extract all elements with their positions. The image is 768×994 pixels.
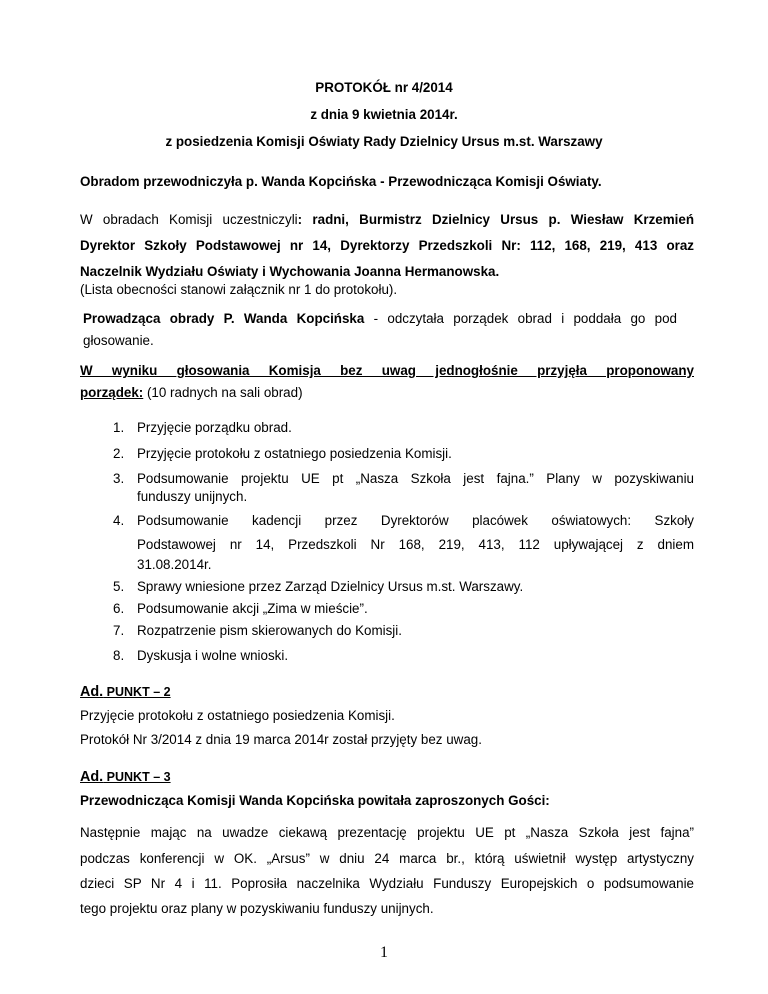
punkt-2-heading [80, 684, 171, 700]
punkt-3-ad: Ad. [80, 769, 104, 785]
attendance-note: (Lista obecności stanowi załącznik nr 1 do protokołu). [80, 282, 398, 297]
page-number: 1 [380, 944, 388, 961]
punkt-3-greeting: Przewodnicząca Komisji Wanda Kopcińska powitała zaproszonych Gości: [80, 793, 550, 808]
agenda-item-text: Podsumowanie akcji „Zima w mieście”. [137, 601, 368, 616]
participants-prefix: W obradach Komisji uczestniczyli [80, 212, 298, 227]
vote-rest: (10 radnych na sali obrad) [143, 385, 303, 400]
agenda-item-number: 2. [113, 446, 125, 461]
punkt-3-label: PUNKT – 3 [103, 770, 171, 784]
punkt-2-line-2: Protokół Nr 3/2014 z dnia 19 marca 2014r został przyjęty bez uwag. [80, 732, 482, 747]
document-date: z dnia 9 kwietnia 2014r. [310, 107, 458, 122]
participants-bold: radni, Burmistrz Dzielnicy Ursus p. Wiesław Krzemień [302, 212, 694, 227]
punkt-3-heading [80, 769, 171, 785]
vote-porzadek: porządek: [80, 385, 144, 400]
agenda-item-text: Podstawowej nr 14, Przedszkoli Nr 168, 219, 413, 112 upływającej z dniem [137, 537, 694, 552]
agenda-item-number: 5. [113, 579, 125, 594]
agenda-item-number: 6. [113, 601, 125, 616]
agenda-item-text: Rozpatrzenie pism skierowanych do Komisji. [137, 623, 402, 638]
agenda-item-text: Dyskusja i wolne wnioski. [137, 648, 289, 663]
agenda-item-text: Podsumowanie projektu UE pt „Nasza Szkoła jest fajna.” Plany w pozyskiwaniu [137, 471, 694, 486]
participants-colon: : [297, 212, 303, 227]
agenda-intro-rest: - odczytała porządek obrad i poddała go pod [364, 311, 677, 326]
document-subtitle: z posiedzenia Komisji Oświaty Rady Dzielnicy Ursus m.st. Warszawy [165, 134, 603, 149]
participants-line-1 [80, 212, 694, 228]
agenda-intro-line-2: głosowanie. [83, 333, 154, 348]
punkt-3-para-line-4: tego projektu oraz plany w pozyskiwaniu funduszy unijnych. [80, 901, 434, 916]
agenda-item-number: 8. [113, 648, 125, 663]
chair-line: Obradom przewodniczyła p. Wanda Kopcińska - Przewodnicząca Komisji Oświaty. [80, 174, 602, 189]
punkt-3-para-line-2: podczas konferencji w OK. „Arsus” w dniu 24 marca br., którą uświetnił występ artystyczny [80, 851, 694, 866]
punkt-2-ad: Ad. [80, 684, 104, 700]
punkt-3-para-line-3: dzieci SP Nr 4 i 11. Poprosiła naczelnika Wydziału Funduszy Europejskich o podsumowanie [80, 876, 694, 891]
participants-line-3: Naczelnik Wydziału Oświaty i Wychowania Joanna Hermanowska. [80, 264, 500, 279]
vote-line-2 [80, 385, 303, 401]
participants-line-2: Dyrektor Szkoły Podstawowej nr 14, Dyrektorzy Przedszkoli Nr: 112, 168, 219, 413 oraz [80, 238, 694, 253]
agenda-item-text: Przyjęcie protokołu z ostatniego posiedzenia Komisji. [137, 446, 452, 461]
agenda-intro-line-1 [83, 311, 677, 327]
punkt-2-label: PUNKT – 2 [103, 685, 171, 699]
agenda-item-text: Podsumowanie kadencji przez Dyrektorów placówek oświatowych: Szkoły [137, 513, 694, 528]
document-title: PROTOKÓŁ nr 4/2014 [315, 80, 453, 95]
agenda-item-text: funduszy unijnych. [137, 489, 248, 504]
agenda-item-number: 4. [113, 513, 125, 528]
agenda-item-number: 7. [113, 623, 125, 638]
agenda-item-text: Sprawy wniesione przez Zarząd Dzielnicy Ursus m.st. Warszawy. [137, 579, 524, 594]
vote-line-1: W wyniku głosowania Komisja bez uwag jednogłośnie przyjęła proponowany [80, 363, 694, 378]
agenda-item-text: 31.08.2014r. [137, 557, 212, 572]
punkt-2-line-1: Przyjęcie protokołu z ostatniego posiedzenia Komisji. [80, 708, 395, 723]
agenda-item-number: 1. [113, 420, 125, 435]
agenda-item-text: Przyjęcie porządku obrad. [137, 420, 292, 435]
agenda-item-number: 3. [113, 471, 125, 486]
agenda-intro-bold: Prowadząca obrady P. Wanda Kopcińska [83, 311, 365, 326]
punkt-3-para-line-1: Następnie mając na uwadze ciekawą prezentację projektu UE pt „Nasza Szkoła jest fajna” [80, 825, 694, 840]
